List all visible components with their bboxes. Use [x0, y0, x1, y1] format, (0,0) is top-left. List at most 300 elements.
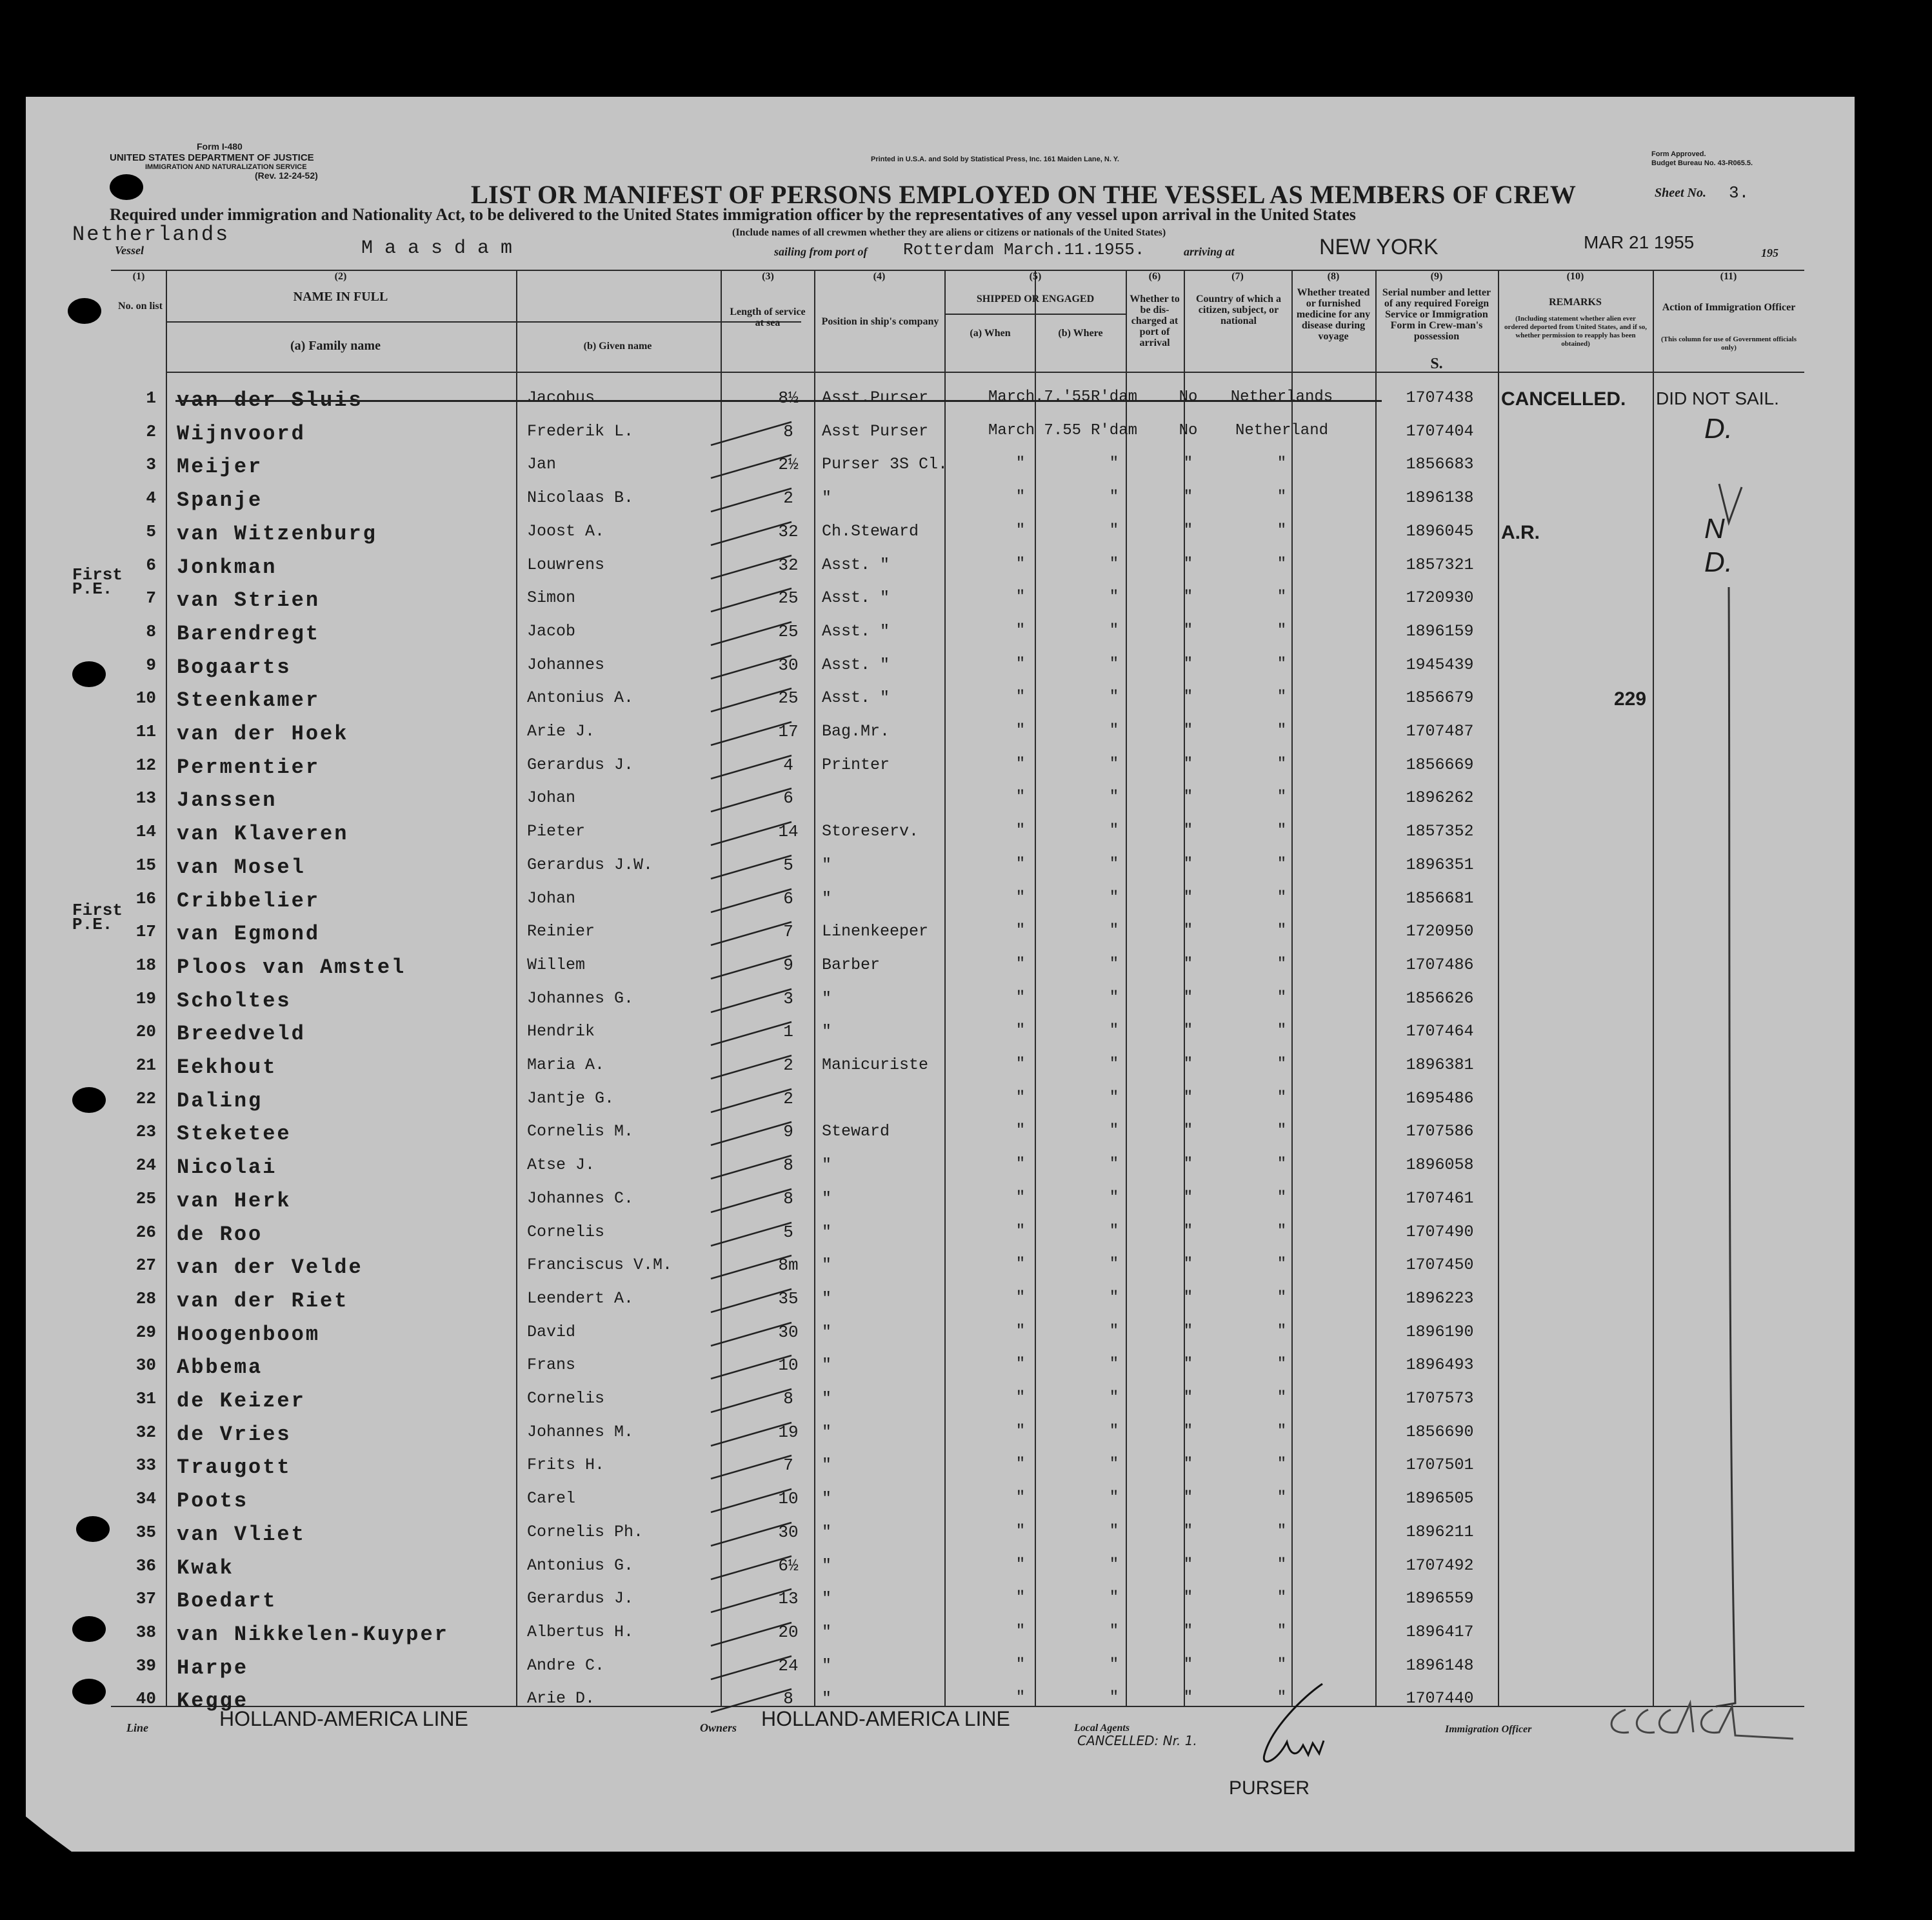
shipped-where: ": [1109, 1088, 1119, 1106]
serial-number: 1707501: [1406, 1455, 1474, 1475]
sailing-port-date: Rotterdam March.11.1955.: [903, 240, 1145, 259]
crew-row: [111, 1085, 1804, 1119]
col-5-title: SHIPPED OR ENGAGED: [976, 294, 1095, 305]
length-of-service: 13: [778, 1589, 799, 1609]
serial-number: 1707586: [1406, 1122, 1474, 1141]
shipped-where: ": [1109, 1155, 1119, 1174]
col-6-title: Whether to be dis-charged at port of arrival: [1130, 294, 1180, 348]
crew-no: 24: [135, 1155, 156, 1175]
cancel-strike-line: [175, 400, 1382, 402]
position: ": [822, 1188, 832, 1208]
length-strike-mark: [698, 885, 801, 917]
crew-no: 25: [135, 1188, 156, 1208]
serial-number: 1896148: [1406, 1655, 1474, 1675]
shipped-where: ": [1109, 1222, 1119, 1240]
length-strike-mark: [698, 1585, 801, 1617]
family-name: Janssen: [177, 788, 277, 813]
length-of-service: 19: [778, 1422, 799, 1442]
shipped-where: R'dam: [1090, 421, 1137, 439]
position: ": [822, 1022, 832, 1041]
length-strike-mark: [698, 685, 801, 717]
family-name: Scholtes: [177, 988, 292, 1013]
given-name: Franciscus V.M.: [527, 1255, 673, 1275]
position: Bag.Mr.: [822, 722, 890, 741]
shipped-where: ": [1109, 621, 1119, 639]
length-strike-mark: [698, 518, 801, 550]
subtitle-note: (Include names of all crewmen whether they are aliens or citizens or nationals of the United States): [732, 227, 1166, 238]
shipped-where: ": [1109, 788, 1119, 806]
length-of-service: 8: [783, 421, 793, 441]
position: Storeserv.: [822, 822, 919, 841]
family-name: Nicolai: [177, 1155, 277, 1180]
crew-no: 10: [135, 688, 156, 708]
nationality: ": [1277, 1122, 1287, 1140]
year-suffix: 195: [1761, 246, 1778, 259]
nationality: ": [1277, 988, 1287, 1006]
crew-no: 22: [135, 1088, 156, 1108]
shipped-where: ": [1109, 1322, 1119, 1340]
family-name: van der Riet: [177, 1288, 349, 1313]
length-of-service: 10: [778, 1489, 799, 1509]
remark: 229: [1614, 688, 1647, 710]
shipped-when: ": [1015, 1355, 1026, 1374]
given-name: Arie D.: [527, 1689, 595, 1708]
given-name: Frans: [527, 1355, 576, 1375]
col-2-num: (2): [334, 271, 347, 282]
discharged: ": [1183, 555, 1193, 573]
family-name: Poots: [177, 1489, 249, 1514]
length-strike-mark: [698, 1385, 801, 1417]
col-11-note: (This column for use of Government officials only): [1660, 335, 1797, 352]
nationality: ": [1277, 488, 1287, 506]
crew-row: [111, 1018, 1804, 1052]
given-name: Frederik L.: [527, 421, 634, 441]
position: ": [822, 1422, 832, 1441]
nationality: ": [1277, 922, 1287, 940]
crew-row: [111, 1118, 1804, 1152]
officer-action: DID NOT SAIL.: [1656, 388, 1779, 408]
col-3-num: (3): [762, 271, 774, 282]
shipped-where: ": [1109, 1355, 1119, 1374]
crew-no: 27: [135, 1255, 156, 1275]
col-11-title: Action of Immigration Officer: [1662, 302, 1796, 313]
position: ": [822, 1222, 832, 1241]
crew-row: [111, 1052, 1804, 1085]
length-of-service: 3: [783, 988, 793, 1008]
given-name: Louwrens: [527, 555, 605, 574]
shipped-where: ": [1109, 521, 1119, 539]
position: ": [822, 1255, 832, 1275]
col-7-num: (7): [1231, 271, 1244, 282]
serial-number: 1896058: [1406, 1155, 1474, 1175]
nationality: ": [1277, 1622, 1287, 1640]
officer-initials: [1600, 1690, 1813, 1748]
nationality: ": [1277, 455, 1287, 473]
discharged: ": [1183, 988, 1193, 1006]
serial-number: 1707492: [1406, 1555, 1474, 1575]
shipped-when: ": [1015, 755, 1026, 773]
col-10-note: (Including statement whether alien ever ordered deported from United States, and if so, whether permission to reapply has been obtained): [1504, 315, 1648, 348]
discharged: ": [1183, 1622, 1193, 1640]
discharged: No: [1179, 388, 1198, 406]
col-1-num: (1): [132, 271, 145, 282]
shipped-where: ": [1109, 922, 1119, 940]
family-name: Hoogenboom: [177, 1322, 321, 1346]
remark: CANCELLED.: [1501, 388, 1626, 410]
given-name: Antonius A.: [527, 688, 634, 708]
shipped-when: ": [1015, 1122, 1026, 1140]
family-name: van Witzenburg: [177, 521, 377, 546]
col-3-title: Length of service at sea: [730, 306, 806, 328]
form-approved: Form Approved.: [1651, 150, 1706, 158]
family-name: Breedveld: [177, 1022, 306, 1046]
crew-no: 21: [135, 1055, 156, 1075]
crew-no: 39: [135, 1655, 156, 1675]
crew-row: [111, 752, 1804, 785]
length-of-service: 30: [778, 1522, 799, 1542]
crew-no: 15: [135, 855, 156, 875]
nationality: ": [1277, 1288, 1287, 1306]
family-name: Abbema: [177, 1355, 263, 1380]
length-strike-mark: [698, 818, 801, 850]
family-name: de Keizer: [177, 1389, 306, 1413]
family-name: Steenkamer: [177, 688, 321, 713]
crew-row: [111, 1219, 1804, 1252]
serial-number: 1896381: [1406, 1055, 1474, 1074]
given-name: Gerardus J.: [527, 755, 634, 774]
margin-note-row-17: First P.E.: [72, 901, 123, 934]
length-of-service: 14: [778, 822, 799, 842]
department: UNITED STATES DEPARTMENT OF JUSTICE: [110, 152, 314, 163]
length-of-service: 6: [783, 788, 793, 808]
discharged: ": [1183, 1155, 1193, 1174]
crew-row: [111, 618, 1804, 652]
family-name: van Egmond: [177, 922, 321, 946]
crew-row: [111, 1319, 1804, 1352]
nationality: ": [1277, 722, 1287, 739]
crew-no: 3: [146, 455, 156, 475]
length-of-service: 8: [783, 1155, 793, 1175]
shipped-where: ": [1109, 1389, 1119, 1406]
nationality: ": [1277, 1389, 1287, 1406]
nationality: ": [1277, 1522, 1287, 1540]
nationality: ": [1277, 621, 1287, 639]
position: ": [822, 1489, 832, 1508]
crew-no: 33: [135, 1455, 156, 1475]
nationality: ": [1277, 1022, 1287, 1040]
position: ": [822, 1689, 832, 1708]
shipped-when: ": [1015, 655, 1026, 673]
shipped-when: ": [1015, 1389, 1026, 1406]
length-of-service: 2: [783, 1088, 793, 1108]
position: Purser 3S Cl.: [822, 455, 948, 474]
length-of-service: 8: [783, 1188, 793, 1208]
nationality: ": [1277, 1589, 1287, 1607]
line-label: Line: [126, 1721, 148, 1734]
owners-name: HOLLAND-AMERICA LINE: [761, 1707, 1010, 1730]
serial-number: 1896559: [1406, 1589, 1474, 1608]
position: ": [822, 855, 832, 874]
length-strike-mark: [698, 451, 801, 483]
form-revision: (Rev. 12-24-52): [255, 170, 318, 181]
given-name: David: [527, 1322, 576, 1341]
position: ": [822, 1555, 832, 1575]
discharged: ": [1183, 755, 1193, 773]
length-of-service: 32: [778, 521, 799, 541]
col-4-title: Position in ship's company: [821, 316, 939, 327]
crew-row: [111, 1419, 1804, 1452]
position: Asst. ": [822, 621, 890, 641]
discharged: ": [1183, 722, 1193, 739]
length-of-service: 9: [783, 955, 793, 975]
serial-number: 1896223: [1406, 1288, 1474, 1308]
crew-row: [111, 718, 1804, 752]
crew-no: 12: [135, 755, 156, 775]
position: ": [822, 1288, 832, 1308]
shipped-when: ": [1015, 1555, 1026, 1574]
discharged: ": [1183, 1322, 1193, 1340]
discharged: ": [1183, 1689, 1193, 1707]
length-strike-mark: [698, 1052, 801, 1084]
length-of-service: 5: [783, 855, 793, 875]
length-strike-mark: [698, 1118, 801, 1150]
serial-number: 1707573: [1406, 1389, 1474, 1408]
shipped-when: ": [1015, 455, 1026, 473]
given-name: Johannes C.: [527, 1188, 634, 1208]
sheet-label: Sheet No.: [1655, 186, 1706, 200]
given-name: Frits H.: [527, 1455, 605, 1475]
position: ": [822, 1455, 832, 1475]
family-name: Meijer: [177, 455, 263, 479]
discharged: ": [1183, 655, 1193, 673]
nationality: ": [1277, 788, 1287, 806]
discharged: ": [1183, 1389, 1193, 1406]
family-name: Daling: [177, 1088, 263, 1113]
discharged: ": [1183, 922, 1193, 940]
crew-no: 8: [146, 621, 156, 641]
crew-row: [111, 1585, 1804, 1619]
discharged: ": [1183, 1422, 1193, 1440]
serial-number: 1857321: [1406, 555, 1474, 574]
crew-no: 40: [135, 1689, 156, 1709]
punch-hole: [72, 1616, 106, 1642]
shipped-when: ": [1015, 955, 1026, 973]
given-name: Cornelis: [527, 1389, 605, 1408]
position: Asst. ": [822, 588, 890, 608]
given-name: Arie J.: [527, 722, 595, 741]
discharged: ": [1183, 1655, 1193, 1674]
length-strike-mark: [698, 1319, 801, 1351]
length-of-service: 8½: [778, 388, 799, 408]
col-1-title: No. on list: [118, 301, 163, 312]
given-name: Gerardus J.: [527, 1589, 634, 1608]
shipped-where: ": [1109, 655, 1119, 673]
serial-number: 1707438: [1406, 388, 1474, 407]
given-name: Joost A.: [527, 521, 605, 541]
position: ": [822, 1622, 832, 1641]
nationality: ": [1277, 1355, 1287, 1374]
shipped-when: ": [1015, 1088, 1026, 1106]
nationality: ": [1277, 888, 1287, 906]
length-of-service: 35: [778, 1288, 799, 1308]
discharged: ": [1183, 1122, 1193, 1140]
given-name: Andre C.: [527, 1655, 605, 1675]
position: ": [822, 888, 832, 908]
col-7-title: Country of which a citizen, subject, or national: [1195, 294, 1281, 326]
sailing-label: sailing from port of: [774, 245, 868, 258]
nationality: ": [1277, 1555, 1287, 1574]
serial-number: 1896351: [1406, 855, 1474, 874]
purser-signature: [1226, 1671, 1348, 1781]
length-strike-mark: [698, 1252, 801, 1284]
discharged: ": [1183, 1589, 1193, 1607]
crew-no: 26: [135, 1222, 156, 1242]
shipped-when: ": [1015, 855, 1026, 873]
arrival-date-stamp: MAR 21 1955: [1584, 232, 1695, 252]
length-strike-mark: [698, 952, 801, 984]
serial-number: 1695486: [1406, 1088, 1474, 1108]
crew-row: [111, 852, 1804, 885]
shipped-when: ": [1015, 788, 1026, 806]
col-5a-title: (a) When: [970, 328, 1011, 339]
serial-number: 1856683: [1406, 455, 1474, 474]
length-strike-mark: [698, 718, 801, 750]
shipped-where: ": [1109, 1188, 1119, 1206]
crew-row: [111, 1619, 1804, 1652]
serial-number: 1896211: [1406, 1522, 1474, 1541]
shipped-where: ": [1109, 755, 1119, 773]
shipped-when: ": [1015, 822, 1026, 840]
shipped-when: ": [1015, 555, 1026, 573]
discharged: ": [1183, 1088, 1193, 1106]
given-name: Gerardus J.W.: [527, 855, 653, 874]
serial-number: 1707464: [1406, 1022, 1474, 1041]
nationality: ": [1277, 521, 1287, 539]
shipped-where: ": [1109, 455, 1119, 473]
form-number: Form I-480: [197, 141, 243, 152]
shipped-where: ": [1109, 488, 1119, 506]
page-title: LIST OR MANIFEST OF PERSONS EMPLOYED ON THE VESSEL AS MEMBERS OF CREW: [471, 180, 1577, 209]
serial-number: 1896505: [1406, 1489, 1474, 1508]
given-name: Atse J.: [527, 1155, 595, 1175]
budget-bureau: Budget Bureau No. 43-R065.5.: [1651, 159, 1753, 167]
length-of-service: 25: [778, 588, 799, 608]
family-name: Steketee: [177, 1122, 292, 1146]
length-of-service: 6: [783, 888, 793, 908]
shipped-where: ": [1109, 1122, 1119, 1140]
family-name: de Roo: [177, 1222, 263, 1246]
discharged: ": [1183, 888, 1193, 906]
crew-row: [111, 652, 1804, 685]
length-strike-mark: [698, 485, 801, 517]
serial-number: 1896045: [1406, 521, 1474, 541]
shipped-where: ": [1109, 1255, 1119, 1274]
given-name: Pieter: [527, 822, 586, 841]
crew-row: [111, 485, 1804, 518]
discharged: ": [1183, 1288, 1193, 1306]
col-8-title: Whether treated or furnished medicine for any disease during voyage: [1296, 287, 1371, 342]
punch-hole: [72, 1679, 106, 1705]
position: ": [822, 488, 832, 508]
discharged: ": [1183, 688, 1193, 706]
given-name: Carel: [527, 1489, 576, 1508]
crew-no: 6: [146, 555, 156, 575]
discharged: ": [1183, 1022, 1193, 1040]
given-name: Jan: [527, 455, 557, 474]
crew-no: 35: [135, 1522, 156, 1542]
given-name: Simon: [527, 588, 576, 608]
nationality: ": [1277, 855, 1287, 873]
shipped-when: ": [1015, 988, 1026, 1006]
nationality: ": [1277, 1222, 1287, 1240]
shipped-where: ": [1109, 1589, 1119, 1607]
length-of-service: 2: [783, 1055, 793, 1075]
nationality: Netherlands: [1230, 388, 1333, 406]
officer-action: D.: [1704, 412, 1733, 445]
vessel-name: M a a s d a m: [361, 237, 513, 259]
length-strike-mark: [698, 1352, 801, 1384]
crew-row: [111, 1252, 1804, 1285]
shipped-when: ": [1015, 1322, 1026, 1340]
serial-number: 1856669: [1406, 755, 1474, 774]
shipped-when: ": [1015, 1055, 1026, 1073]
shipped-where: ": [1109, 1555, 1119, 1574]
family-name: Bogaarts: [177, 655, 292, 679]
shipped-where: R'dam: [1090, 388, 1137, 406]
length-of-service: 24: [778, 1655, 799, 1675]
family-name: Spanje: [177, 488, 263, 513]
length-strike-mark: [698, 1152, 801, 1184]
nationality: ": [1277, 955, 1287, 973]
length-of-service: 25: [778, 621, 799, 641]
shipped-where: ": [1109, 1288, 1119, 1306]
col-9-suffix: S.: [1430, 355, 1443, 372]
serial-number: 1707450: [1406, 1255, 1474, 1275]
punch-hole: [76, 1516, 110, 1542]
given-name: Albertus H.: [527, 1622, 634, 1641]
arrival-port: NEW YORK: [1319, 235, 1439, 259]
length-strike-mark: [698, 1219, 801, 1251]
shipped-when: ": [1015, 1288, 1026, 1306]
length-strike-mark: [698, 1519, 801, 1551]
position: Ch.Steward: [822, 521, 919, 541]
position: ": [822, 1655, 832, 1675]
punch-hole: [72, 661, 106, 687]
family-name: Traugott: [177, 1455, 292, 1480]
length-strike-mark: [698, 1452, 801, 1484]
crew-row: [111, 1452, 1804, 1485]
crew-no: 13: [135, 788, 156, 808]
crew-row: [111, 1519, 1804, 1552]
crew-row: [111, 1385, 1804, 1419]
given-name: Johan: [527, 888, 576, 908]
family-name: van Nikkelen-Kuyper: [177, 1622, 449, 1646]
discharged: ": [1183, 1055, 1193, 1073]
crew-no: 17: [135, 922, 156, 942]
serial-number: 1896159: [1406, 621, 1474, 641]
nationality: ": [1277, 1489, 1287, 1507]
crew-row: [111, 918, 1804, 952]
family-name: van der Velde: [177, 1255, 363, 1280]
length-strike-mark: [698, 1018, 801, 1050]
col-10-num: (10): [1566, 271, 1584, 282]
position: Asst.Purser: [822, 388, 929, 407]
col-2-title: NAME IN FULL: [293, 290, 388, 304]
length-of-service: 7: [783, 1455, 793, 1475]
given-name: Cornelis: [527, 1222, 605, 1241]
crew-no: 18: [135, 955, 156, 975]
officer-action: D.: [1704, 546, 1733, 578]
